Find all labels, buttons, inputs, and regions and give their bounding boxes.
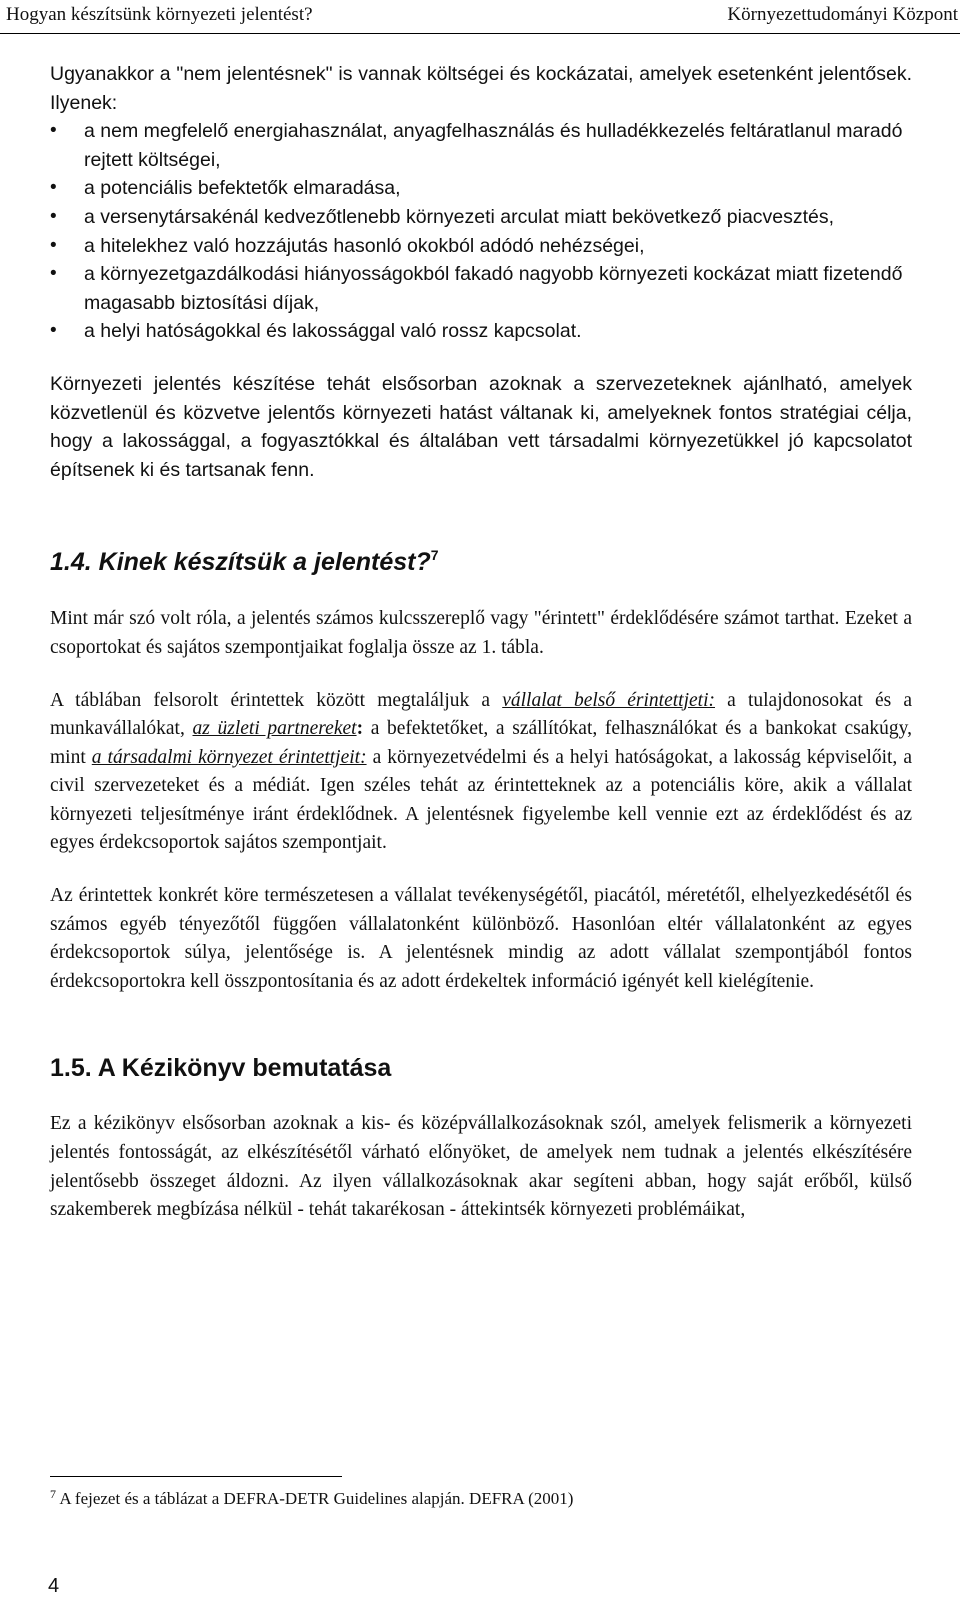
business-partners-term: az üzleti partnereket [192,718,357,740]
section-heading-1-5: 1.5. A Kézikönyv bemutatása [50,1054,392,1083]
social-environment-term: a társadalmi környezet érintettjeit: [91,746,367,768]
footnote-number: 7 [50,1487,56,1501]
list-item: • a hitelekhez való hozzájutás hasonló okokból adódó nehézségei, [50,232,912,261]
page-number: 4 [48,1575,60,1597]
paragraph-stakeholders: A táblában felsorolt érintettek között megtaláljuk a vállalat belső érintettjeti: a tulajdonosokat és a munkavállalókat, az üzleti partnereket: a befektetőket, a szállítókat, felhasználókat és a bankokat csakúgy, mint a társadalmi környezet érintettjeit: a környezetvédelmi és a helyi hatóságokat, a lakosság képviselőit, a civil szervezeteket és a médiát. Igen széles tehát az érintetteknek az a potenciális köre, akik a vállalat környezeti teljesítménye iránt érdeklődnek. A jelentésnek figyelembe kell vennie ezt az érdeklődést és az egyes érdekcsoportok sajátos szempontjait. [50,689,912,854]
header-title: Hogyan készítsünk környezeti jelentést? [6,4,313,25]
list-item: • a potenciális befektetők elmaradása, [50,174,912,203]
footnote-ref: 7 [430,547,439,564]
header-rule [0,33,960,34]
cost-risk-list [50,117,912,346]
paragraph: Ez a kézikönyv elsősorban azoknak a kis- és középvállalkozásoknak szól, amelyek felismerik a környezeti jelentés fontosságát, az elkészítésétől várható előnyöket, de amelyek nem tudnak a jelentés elkészítésére jelentősebb összeget áldozni. Az ilyen vállalkozásoknak akar segíteni abban, hogy saját erőből, külső szakemberek megbízása nélkül - tehát takarékosan - áttekintsék környezeti problémáikat, [50,1113,912,1221]
section-heading-1-4 [50,546,912,581]
header-organization: Környezettudományi Központ [727,4,958,25]
paragraph: Az érintettek konkrét köre természetesen a vállalat tevékenységétől, piacától, méretétől, elhelyezkedésétől és számos egyéb tényezőtől függően vállalatonként különböző. Hasonlóan eltér vállalatonként az egyes érdekcsoportok súlya, jelentősége is. A jelentésnek mindig az adott vállalat szempontjából fontos érdekcsoportokra kell összpontosítania és az adott érdekeltek információ igényét kell kielégítenie. [50,885,912,992]
page-body [50,60,912,1225]
list-item: • a helyi hatóságokkal és lakossággal való rossz kapcsolat. [50,317,912,346]
internal-stakeholders-term: vállalat belső érintettjeti: [502,689,715,711]
list-item: • a versenytársakénál kedvezőtlenebb környezeti arculat miatt bekövetkező piacvesztés, [50,203,912,232]
footnote-text: A fejezet és a táblázat a DEFRA-DETR Guidelines alapján. DEFRA (2001) [59,1489,574,1508]
footnote [50,1489,573,1509]
intro-paragraph: Ugyanakkor a "nem jelentésnek" is vannak költségei és kockázatai, amelyek esetenként jelentősek. Ilyenek: [50,63,912,114]
heading-text: 1.4. Kinek készítsük a jelentést? [50,548,431,577]
running-header [0,0,960,36]
list-item: • a környezetgazdálkodási hiányosságokból fakadó nagyobb környezeti kockázat miatt fizetendő magasabb biztosítási díjak, [50,260,912,317]
footnote-rule [50,1476,342,1477]
paragraph: Környezeti jelentés készítése tehát elsősorban azoknak a szervezeteknek ajánlható, amelyek közvetlenül és közvetve jelentős környezeti hatást váltanak ki, amelyeknek fontos stratégiai célja, hogy a lakossággal, a fogyasztókkal és általában vett társadalmi környezetükkel jó kapcsolatot építsenek ki és tartsanak fenn. [50,372,912,481]
list-item: • a nem megfelelő energiahasználat, anyagfelhasználás és hulladékkezelés feltáratlanul maradó rejtett költségei, [50,117,912,174]
paragraph: Mint már szó volt róla, a jelentés számos kulcsszereplő vagy "érintett" érdeklődésére számot tarthat. Ezeket a csoportokat és sajátos szempontjaikat foglalja össze az 1. tábla. [50,608,912,658]
